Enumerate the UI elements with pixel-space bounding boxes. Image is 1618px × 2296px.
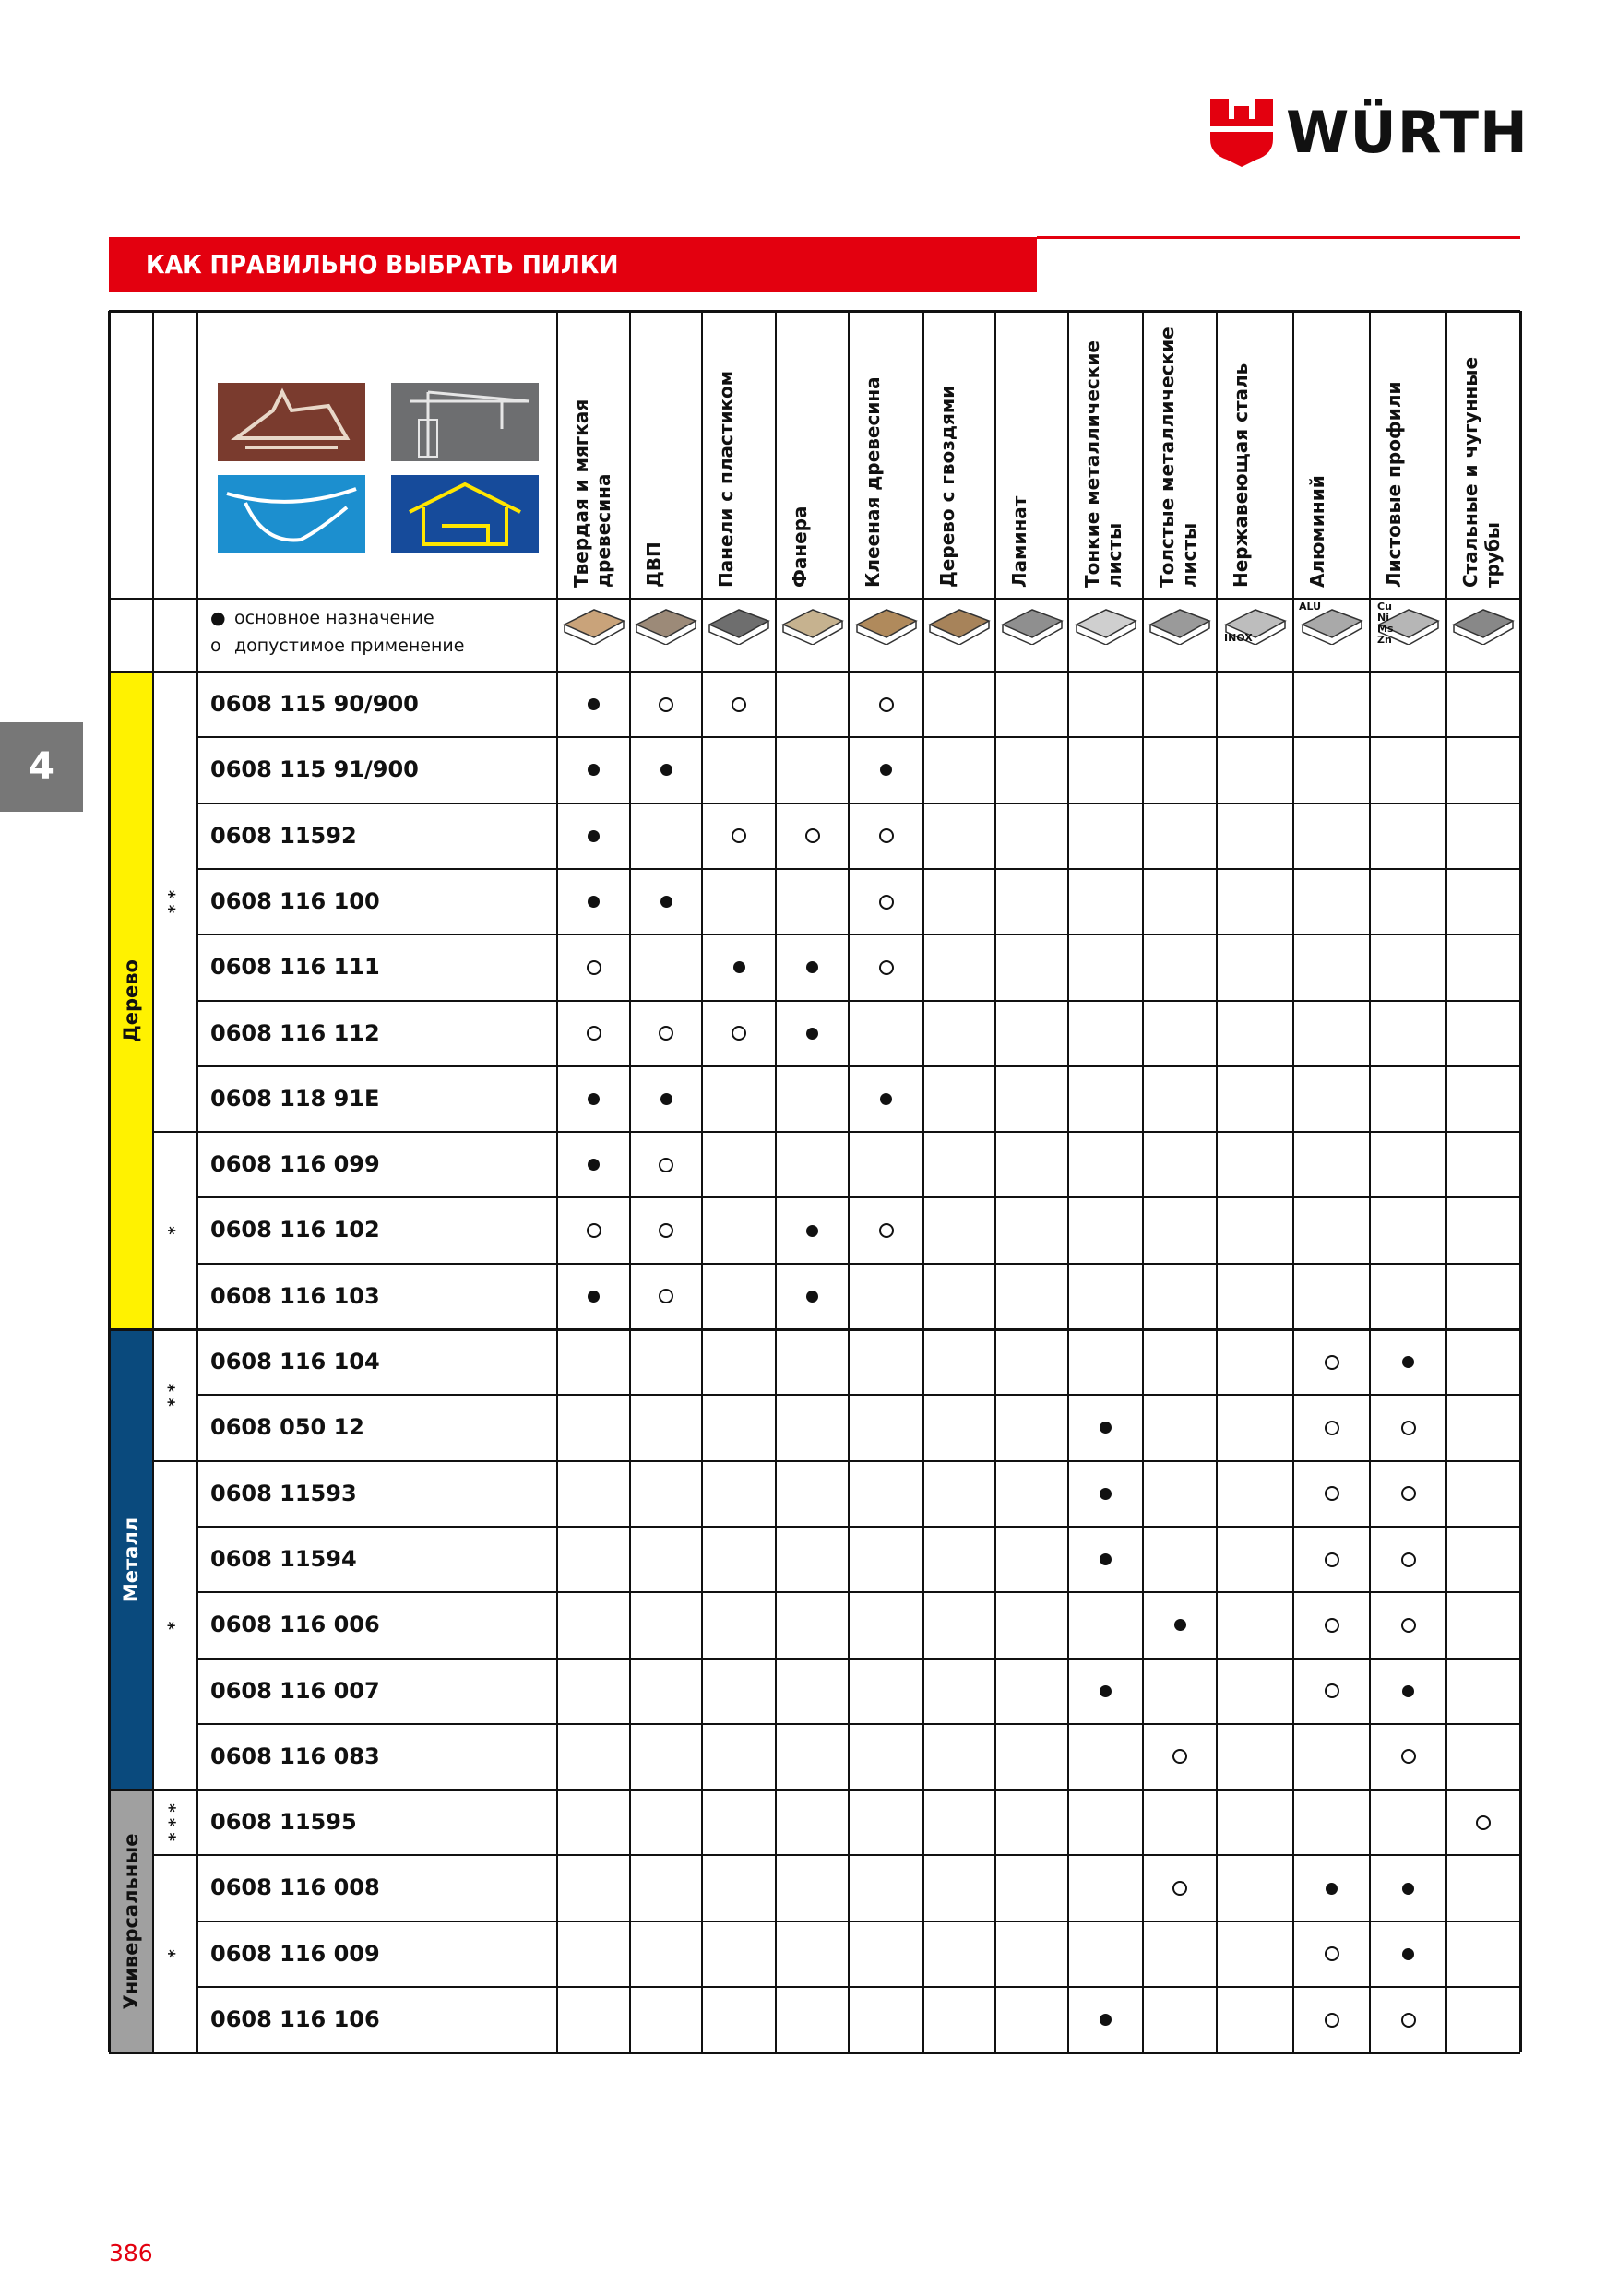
grid-line bbox=[153, 1460, 1520, 1462]
icon-label: ALU bbox=[1299, 601, 1322, 613]
grid-line bbox=[197, 1658, 1520, 1660]
primary-use-dot bbox=[588, 764, 600, 776]
secondary-use-circle bbox=[1401, 1486, 1416, 1501]
product-code: 0608 116 006 bbox=[210, 1612, 380, 1638]
material-icon bbox=[706, 602, 772, 645]
primary-use-dot bbox=[1174, 1619, 1186, 1631]
product-code: 0608 116 112 bbox=[210, 1019, 380, 1046]
material-icon bbox=[1147, 602, 1213, 645]
grid-line bbox=[1216, 311, 1218, 2052]
material-icon bbox=[926, 602, 993, 645]
material-icon bbox=[561, 602, 627, 645]
icon-label: Cu bbox=[1377, 601, 1392, 613]
product-code: 0608 116 106 bbox=[210, 2006, 380, 2032]
secondary-symbol: o bbox=[210, 636, 221, 656]
primary-use-dot bbox=[1100, 1422, 1112, 1434]
grid-line bbox=[197, 1065, 1520, 1067]
grid-line bbox=[197, 934, 1520, 935]
wurth-logo-icon bbox=[1210, 99, 1273, 167]
product-code: 0608 115 91/900 bbox=[210, 756, 419, 783]
material-header: Панели с пластиком bbox=[715, 370, 737, 588]
secondary-label: допустимое применение bbox=[234, 636, 465, 656]
legend bbox=[210, 604, 464, 660]
secondary-use-circle bbox=[732, 828, 746, 843]
product-code: 0608 116 007 bbox=[210, 1677, 380, 1704]
material-header: Фанера bbox=[789, 506, 811, 588]
secondary-use-circle bbox=[1401, 1618, 1416, 1633]
primary-use-dot bbox=[733, 961, 745, 973]
page-title: КАК ПРАВИЛЬНО ВЫБРАТЬ ПИЛКИ bbox=[109, 237, 1037, 292]
legend-primary bbox=[210, 604, 464, 632]
secondary-use-circle bbox=[805, 828, 820, 843]
secondary-use-circle bbox=[1325, 1552, 1339, 1567]
boat-picture-icon bbox=[218, 475, 365, 553]
logo-wordmark: WÜRTH bbox=[1286, 99, 1529, 166]
product-code: 0608 11593 bbox=[210, 1480, 357, 1506]
grid-line bbox=[153, 1854, 1520, 1856]
material-header: Дерево с гвоздями bbox=[936, 385, 958, 588]
secondary-use-circle bbox=[1325, 1355, 1339, 1370]
grid-line bbox=[197, 803, 1520, 804]
primary-use-dot bbox=[880, 1093, 892, 1105]
grid-line bbox=[1369, 311, 1371, 2052]
product-code: 0608 11594 bbox=[210, 1545, 357, 1572]
primary-use-dot bbox=[660, 896, 672, 908]
primary-use-dot bbox=[1402, 1948, 1414, 1960]
primary-use-dot bbox=[588, 1159, 600, 1171]
product-code: 0608 116 100 bbox=[210, 887, 380, 914]
primary-use-dot bbox=[660, 1093, 672, 1105]
material-header: Толстые металлические листы bbox=[1156, 327, 1200, 588]
material-header: Клееная древесина bbox=[862, 376, 884, 588]
grid-line bbox=[109, 310, 1520, 313]
secondary-use-circle bbox=[1401, 2013, 1416, 2028]
secondary-use-circle bbox=[1325, 1486, 1339, 1501]
star-group: * * * bbox=[165, 1803, 185, 1842]
star-group: * bbox=[164, 1621, 184, 1630]
grid-line bbox=[629, 311, 631, 2052]
primary-use-dot bbox=[1100, 1553, 1112, 1565]
secondary-use-circle bbox=[732, 1026, 746, 1041]
product-code: 0608 116 008 bbox=[210, 1874, 380, 1901]
icon-label: Ni bbox=[1377, 612, 1389, 624]
secondary-use-circle bbox=[1325, 1946, 1339, 1961]
crane-picture-icon bbox=[391, 383, 539, 461]
primary-use-dot bbox=[1402, 1883, 1414, 1895]
grid-line bbox=[197, 1263, 1520, 1265]
star-group: * bbox=[165, 1949, 185, 1959]
grid-line bbox=[109, 1328, 1520, 1331]
material-icon bbox=[999, 602, 1065, 645]
house-picture-icon bbox=[391, 475, 539, 553]
product-code: 0608 11592 bbox=[210, 822, 357, 849]
product-code: 0608 115 90/900 bbox=[210, 691, 419, 717]
grid-line bbox=[701, 311, 703, 2052]
product-code: 0608 050 12 bbox=[210, 1414, 365, 1441]
secondary-use-circle bbox=[732, 697, 746, 712]
material-icon bbox=[779, 602, 846, 645]
secondary-use-circle bbox=[1325, 2013, 1339, 2028]
grid-line bbox=[197, 1394, 1520, 1396]
grid-line bbox=[197, 1000, 1520, 1002]
secondary-use-circle bbox=[879, 960, 894, 975]
grid-line bbox=[1067, 311, 1069, 2052]
woodwork-picture-icon bbox=[218, 383, 365, 461]
primary-label: основное назначение bbox=[234, 608, 434, 628]
grid-line bbox=[994, 311, 996, 2052]
material-icon bbox=[633, 602, 699, 645]
grid-line bbox=[848, 311, 850, 2052]
material-header: Нержавеющая сталь bbox=[1230, 363, 1252, 588]
grid-line bbox=[197, 1986, 1520, 1988]
grid-line bbox=[197, 1723, 1520, 1725]
secondary-use-circle bbox=[1325, 1683, 1339, 1698]
header-rule bbox=[1037, 236, 1520, 239]
icon-label: INOX bbox=[1224, 632, 1253, 644]
secondary-use-circle bbox=[659, 1289, 673, 1303]
grid-line bbox=[1519, 311, 1522, 2052]
grid-line bbox=[197, 1196, 1520, 1198]
product-code: 0608 11595 bbox=[210, 1809, 357, 1836]
product-code: 0608 116 102 bbox=[210, 1217, 380, 1243]
secondary-use-circle bbox=[587, 960, 601, 975]
primary-use-dot bbox=[1100, 2014, 1112, 2026]
product-code: 0608 116 099 bbox=[210, 1151, 380, 1178]
secondary-use-circle bbox=[587, 1223, 601, 1238]
grid-line bbox=[1292, 311, 1294, 2052]
primary-use-dot bbox=[1402, 1356, 1414, 1368]
icon-label: Zn bbox=[1377, 634, 1392, 646]
primary-use-dot bbox=[806, 961, 818, 973]
primary-symbol: ● bbox=[210, 608, 226, 628]
grid-line bbox=[109, 2052, 1520, 2054]
material-header: Тонкие металлические листы bbox=[1081, 340, 1125, 588]
secondary-use-circle bbox=[1401, 1421, 1416, 1435]
secondary-use-circle bbox=[879, 895, 894, 910]
grid-line bbox=[197, 1526, 1520, 1528]
category-label: Металл bbox=[120, 1517, 142, 1602]
secondary-use-circle bbox=[1476, 1815, 1491, 1830]
secondary-use-circle bbox=[659, 1223, 673, 1238]
material-icon bbox=[853, 602, 920, 645]
grid-line bbox=[922, 311, 924, 2052]
primary-use-dot bbox=[588, 1291, 600, 1303]
grid-line bbox=[108, 311, 111, 2052]
primary-use-dot bbox=[880, 764, 892, 776]
star-group: * * bbox=[164, 1383, 184, 1407]
material-header: Ламинат bbox=[1008, 495, 1030, 588]
secondary-use-circle bbox=[879, 697, 894, 712]
secondary-use-circle bbox=[659, 1158, 673, 1172]
primary-use-dot bbox=[1326, 1883, 1338, 1895]
secondary-use-circle bbox=[1325, 1618, 1339, 1633]
chapter-tab: 4 bbox=[0, 722, 83, 812]
secondary-use-circle bbox=[1401, 1749, 1416, 1764]
product-code: 0608 116 111 bbox=[210, 954, 380, 981]
star-group: * bbox=[165, 1226, 185, 1235]
primary-use-dot bbox=[806, 1028, 818, 1040]
grid-line bbox=[1445, 311, 1447, 2052]
material-header: Стальные и чугунные трубы bbox=[1459, 356, 1504, 588]
secondary-use-circle bbox=[1325, 1421, 1339, 1435]
star-group: * * bbox=[165, 890, 185, 914]
primary-use-dot bbox=[1100, 1685, 1112, 1697]
primary-use-dot bbox=[660, 764, 672, 776]
primary-use-dot bbox=[1402, 1685, 1414, 1697]
icon-label: Ms bbox=[1377, 623, 1394, 635]
secondary-use-circle bbox=[1172, 1749, 1187, 1764]
material-icon bbox=[1073, 602, 1139, 645]
category-label: Универсальные bbox=[120, 1833, 142, 2010]
product-code: 0608 116 009 bbox=[210, 1940, 380, 1967]
page-number: 386 bbox=[109, 2240, 153, 2266]
grid-line bbox=[1142, 311, 1144, 2052]
primary-use-dot bbox=[588, 830, 600, 842]
material-header: Твердая и мягкая древесина bbox=[570, 399, 614, 588]
secondary-use-circle bbox=[1172, 1881, 1187, 1896]
grid-line bbox=[196, 311, 198, 2052]
secondary-use-circle bbox=[879, 828, 894, 843]
grid-line bbox=[153, 1131, 1520, 1133]
grid-line bbox=[109, 1789, 1520, 1791]
primary-use-dot bbox=[588, 1093, 600, 1105]
product-code: 0608 116 083 bbox=[210, 1743, 380, 1769]
product-code: 0608 116 104 bbox=[210, 1349, 380, 1374]
secondary-use-circle bbox=[587, 1026, 601, 1041]
primary-use-dot bbox=[588, 896, 600, 908]
material-header: Листовые профили bbox=[1383, 381, 1405, 588]
legend-secondary bbox=[210, 632, 464, 660]
product-code: 0608 118 91E bbox=[210, 1085, 380, 1112]
saw-blade-selection-table bbox=[109, 311, 1520, 2048]
grid-line bbox=[109, 598, 1520, 600]
grid-line bbox=[197, 868, 1520, 870]
product-code: 0608 116 103 bbox=[210, 1282, 380, 1309]
secondary-use-circle bbox=[659, 1026, 673, 1041]
secondary-use-circle bbox=[659, 697, 673, 712]
primary-use-dot bbox=[806, 1225, 818, 1237]
primary-use-dot bbox=[588, 698, 600, 710]
grid-line bbox=[775, 311, 777, 2052]
grid-line bbox=[197, 736, 1520, 738]
grid-line bbox=[109, 671, 1520, 673]
primary-use-dot bbox=[1100, 1488, 1112, 1500]
primary-use-dot bbox=[806, 1291, 818, 1303]
material-icon bbox=[1450, 602, 1517, 645]
grid-line bbox=[556, 311, 558, 2052]
grid-line bbox=[197, 1591, 1520, 1593]
material-header: Алюминий bbox=[1306, 475, 1328, 588]
grid-line bbox=[197, 1921, 1520, 1922]
material-header: ДВП bbox=[643, 541, 665, 588]
secondary-use-circle bbox=[1401, 1552, 1416, 1567]
grid-line bbox=[152, 311, 154, 2052]
wurth-logo bbox=[1210, 96, 1529, 170]
secondary-use-circle bbox=[879, 1223, 894, 1238]
category-label: Дерево bbox=[120, 958, 142, 1042]
